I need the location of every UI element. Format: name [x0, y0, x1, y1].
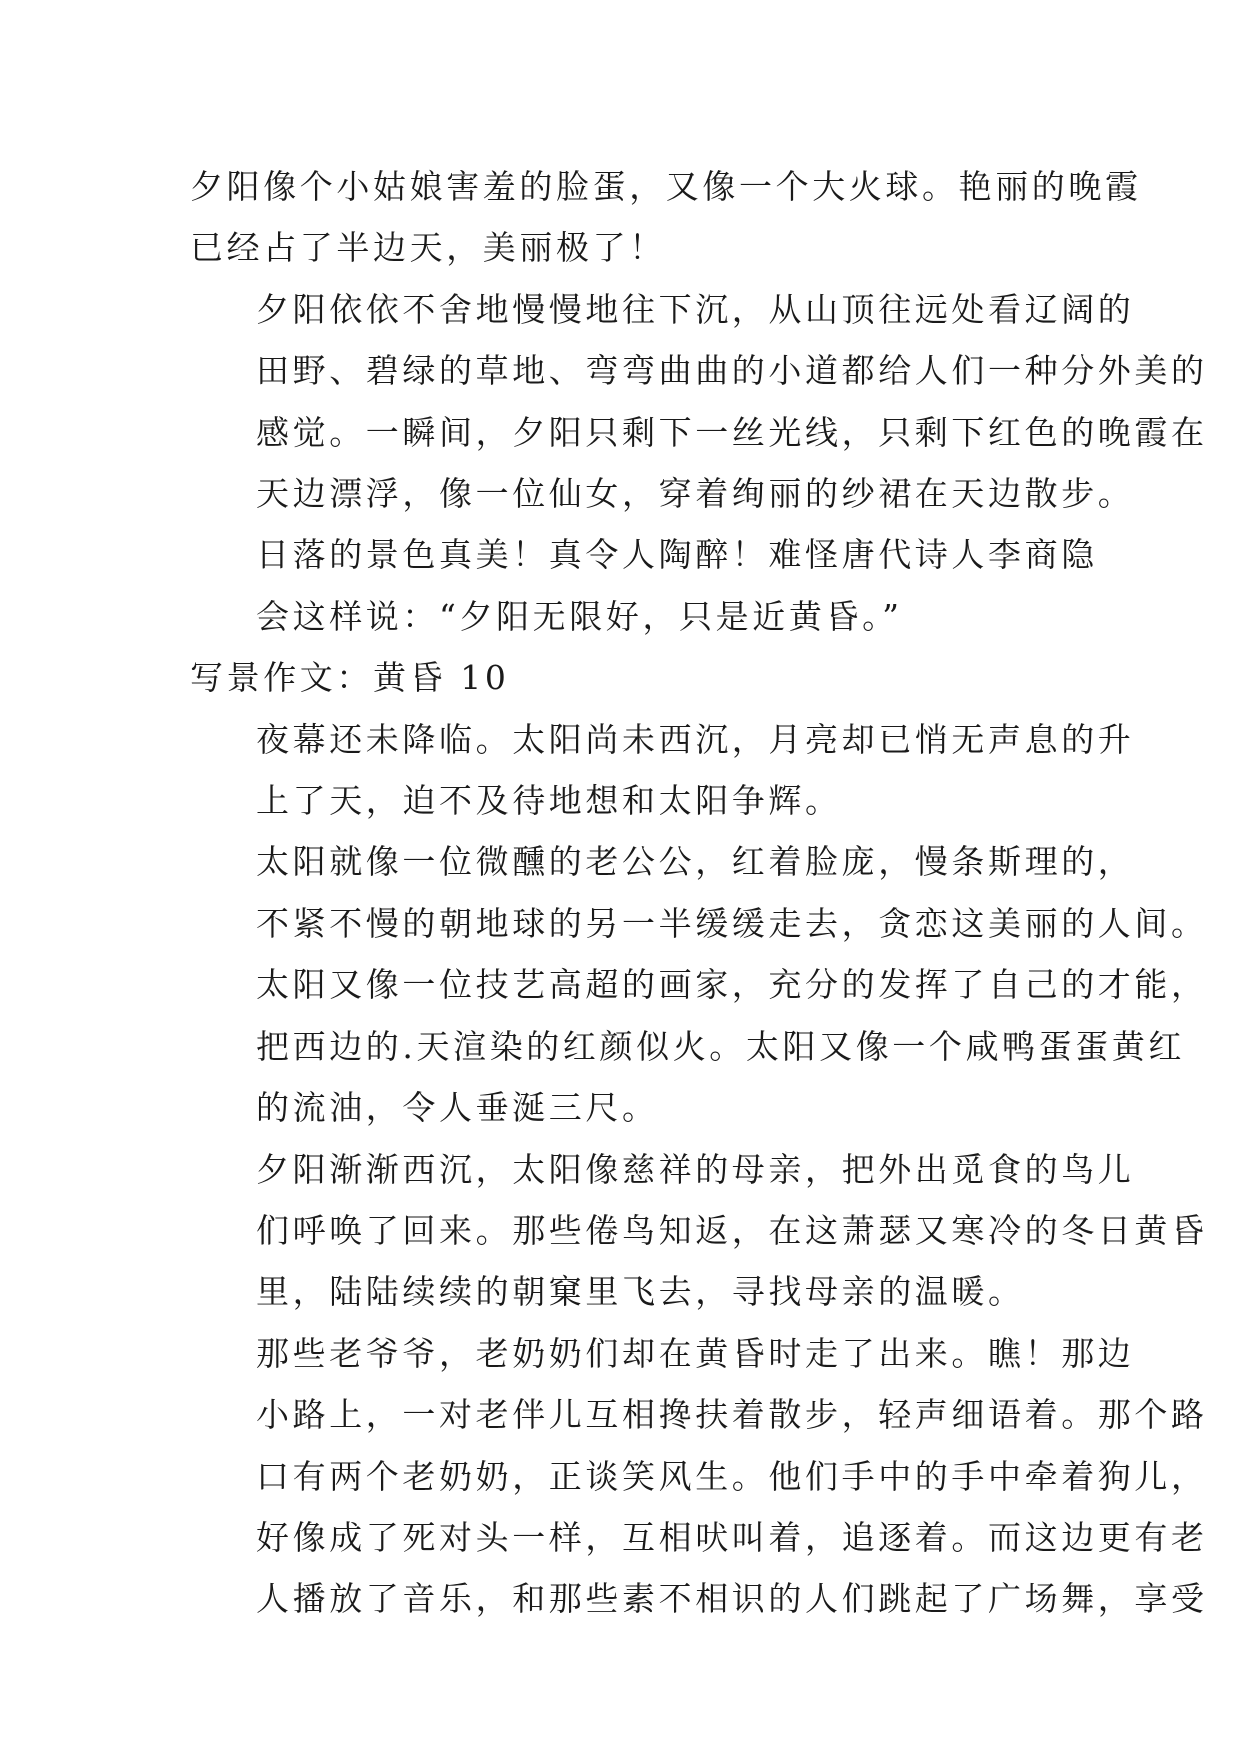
paragraph	[190, 1139, 1208, 1323]
text-line: 会这样说：“夕阳无限好，只是近黄昏。”	[256, 596, 903, 636]
text-line: 小路上，一对老伴儿互相搀扶着散步，轻声细语着。那个路	[256, 1395, 1208, 1435]
text-line: 人播放了音乐，和那些素不相识的人们跳起了广场舞，享受	[256, 1579, 1208, 1619]
text-line: 不紧不慢的朝地球的另一半缓缓走去，贪恋这美丽的人间。	[256, 903, 1208, 943]
text-line: 田野、碧绿的草地、弯弯曲曲的小道都给人们一种分外美的	[256, 351, 1208, 391]
text-line: 夕阳依依不舍地慢慢地往下沉，从山顶往远处看辽阔的	[256, 289, 1135, 329]
text-line: 口有两个老奶奶，正谈笑风生。他们手中的手中牵着狗儿，	[256, 1456, 1208, 1496]
text-line: 们呼唤了回来。那些倦鸟知返，在这萧瑟又寒冷的冬日黄昏	[256, 1210, 1208, 1250]
paragraph	[190, 1323, 1208, 1630]
section-heading	[190, 647, 1070, 708]
text-line: 夕阳渐渐西沉，太阳像慈祥的母亲，把外出觅食的鸟儿	[256, 1149, 1135, 1189]
text-line: 里，陆陆续续的朝窠里飞去，寻找母亲的温暖。	[256, 1272, 1025, 1312]
article-body	[190, 156, 1208, 1630]
text-line: 天边漂浮，像一位仙女，穿着绚丽的纱裙在天边散步。	[256, 474, 1135, 514]
paragraph	[190, 524, 1098, 647]
text-line: 感觉。一瞬间，夕阳只剩下一丝光线，只剩下红色的晚霞在	[256, 412, 1208, 452]
text-line: 写景作文：黄昏 10	[190, 658, 510, 698]
paragraph	[190, 831, 1208, 1138]
text-line: 太阳又像一位技艺高超的画家，充分的发挥了自己的才能，	[256, 965, 1208, 1005]
text-line: 日落的景色真美！真令人陶醉！难怪唐代诗人李商隐	[256, 535, 1098, 575]
paragraph	[190, 156, 1142, 279]
text-line: 夜幕还未降临。太阳尚未西沉，月亮却已悄无声息的升	[256, 719, 1135, 759]
text-line: 好像成了死对头一样，互相吠叫着，追逐着。而这边更有老	[256, 1517, 1208, 1557]
text-line: 的流油，令人垂涎三尺。	[256, 1088, 659, 1128]
text-line: 太阳就像一位微醺的老公公，红着脸庞，慢条斯理的，	[256, 842, 1135, 882]
paragraph	[190, 709, 1135, 832]
text-line: 把西边的.天渲染的红颜似火。太阳又像一个咸鸭蛋蛋黄红	[256, 1026, 1186, 1066]
text-line: 上了天，迫不及待地想和太阳争辉。	[256, 781, 842, 821]
text-line: 夕阳像个小姑娘害羞的脸蛋，又像一个大火球。艳丽的晚霞	[190, 167, 1142, 206]
paragraph	[190, 279, 1208, 525]
text-line: 那些老爷爷，老奶奶们却在黄昏时走了出来。瞧！那边	[256, 1333, 1135, 1373]
text-line: 已经占了半边天，美丽极了！	[190, 228, 666, 268]
